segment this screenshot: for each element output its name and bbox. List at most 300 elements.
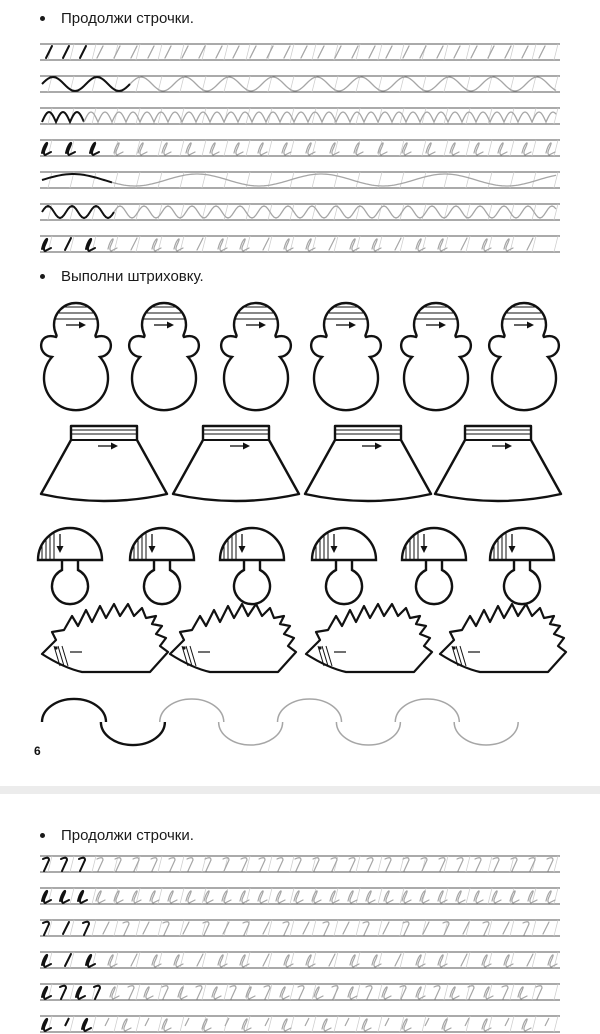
snowman-hatching <box>412 307 460 319</box>
hatch-arrow-head-icon <box>439 322 446 329</box>
hedgehog-outline <box>42 604 168 672</box>
skirt <box>305 426 431 501</box>
slant-guide <box>180 1016 184 1032</box>
snowman-hatching <box>140 307 188 319</box>
slash-stroke <box>143 922 149 934</box>
slant-guide <box>114 172 118 188</box>
slant-guide <box>356 172 360 188</box>
loop-stroke <box>378 143 387 155</box>
hatch-arrow-head-icon <box>79 322 86 329</box>
slant-guide <box>488 140 492 156</box>
slant-guide <box>356 920 360 936</box>
slash-stroke <box>383 922 389 934</box>
slant-guide <box>202 108 206 124</box>
loop-stroke <box>546 143 555 155</box>
hatch-arrow-head-icon <box>375 443 382 450</box>
slant-guide <box>378 888 382 904</box>
loop-stroke <box>204 891 213 903</box>
slant-guide <box>554 108 558 124</box>
slant-guide <box>290 1016 294 1032</box>
slant-guide <box>136 984 140 1000</box>
hook-stroke <box>97 858 103 871</box>
heading-hatching-text: Выполни штриховку. <box>61 268 204 285</box>
slant-guide <box>488 888 492 904</box>
hook-stroke <box>61 858 67 871</box>
slant-guide <box>158 856 162 872</box>
skirt <box>435 426 561 501</box>
hook-stroke <box>128 986 134 999</box>
slash-stroke <box>263 922 269 934</box>
loop-stroke <box>168 891 177 903</box>
slant-guide <box>180 140 184 156</box>
hump-sample <box>42 112 84 122</box>
slash-stroke <box>305 1018 309 1026</box>
hook-stroke <box>259 858 265 871</box>
loop-stroke <box>384 891 393 903</box>
hatch-arrow-head-icon <box>527 322 534 329</box>
slash-stroke <box>395 954 401 966</box>
slant-guide <box>466 44 470 60</box>
slash-stroke <box>395 238 401 250</box>
snowman <box>221 303 291 410</box>
loop-stroke <box>258 891 267 903</box>
snowman <box>489 303 559 410</box>
loop-stroke <box>282 1019 291 1031</box>
loop-stroke <box>442 1019 451 1031</box>
slash-stroke <box>103 922 109 934</box>
hook-stroke <box>43 922 49 935</box>
slant-guide <box>70 856 74 872</box>
slant-guide <box>224 44 228 60</box>
slant-guide <box>268 888 272 904</box>
loop-stroke <box>258 143 267 155</box>
slant-guide <box>180 888 184 904</box>
loop-stroke <box>402 143 411 155</box>
slant-guide <box>444 984 448 1000</box>
slant-guide <box>466 172 470 188</box>
arc-stroke <box>160 699 224 722</box>
slant-guide <box>246 44 250 60</box>
slash-stroke <box>97 46 103 58</box>
heading-hatching <box>40 268 204 285</box>
slash-stroke <box>65 954 71 966</box>
snowman-hatching <box>52 307 100 319</box>
slant-guide <box>356 1016 360 1032</box>
hatch-arrow-head-icon <box>57 546 64 553</box>
slash-stroke <box>545 1018 549 1026</box>
loop-stroke <box>348 891 357 903</box>
slant-guide <box>532 140 536 156</box>
slash-stroke <box>263 238 269 250</box>
wave-long-sample <box>42 174 112 182</box>
hook-stroke <box>169 858 175 871</box>
slant-guide <box>158 140 162 156</box>
hatch-arrow-head-icon <box>111 443 118 450</box>
hedgehog-eye <box>182 646 185 649</box>
loop-stroke <box>314 987 323 999</box>
hatch-arrow-head-icon <box>349 322 356 329</box>
hook-stroke <box>295 858 301 871</box>
slant-guide <box>312 1016 316 1032</box>
mushroom-stem <box>416 560 452 604</box>
mushroom-cap <box>38 528 102 560</box>
loop-stroke <box>114 143 123 155</box>
slant-guide <box>378 44 382 60</box>
skirt <box>41 426 167 501</box>
hook-stroke <box>403 922 409 935</box>
hook-stroke <box>502 986 508 999</box>
slant-guide <box>554 984 558 1000</box>
row-wave-small-2 <box>42 206 556 218</box>
slash-stroke <box>505 46 511 58</box>
arc-stroke <box>101 722 165 745</box>
slant-guide <box>158 44 162 60</box>
slash-stroke <box>386 46 392 58</box>
slant-guide <box>312 920 316 936</box>
bullet-icon <box>40 274 45 279</box>
slant-guide <box>554 888 558 904</box>
slant-guide <box>290 920 294 936</box>
slash-stroke <box>437 46 443 58</box>
slant-guide <box>466 108 470 124</box>
slant-guide <box>158 108 162 124</box>
slash-stroke <box>265 1018 269 1026</box>
slant-guide <box>532 920 536 936</box>
mushrooms-row <box>38 528 554 604</box>
row-wave-long <box>42 174 556 186</box>
slash-stroke <box>345 1018 349 1026</box>
loop-stroke <box>138 143 147 155</box>
hook-stroke <box>439 858 445 871</box>
mushroom <box>490 528 554 604</box>
loop-stroke <box>518 987 527 999</box>
slant-guide <box>92 172 96 188</box>
hook-stroke <box>349 858 355 871</box>
slant-guide <box>510 920 514 936</box>
mushroom <box>402 528 466 604</box>
hatch-arrow-head-icon <box>243 443 250 450</box>
loop-stroke <box>76 987 85 999</box>
heading-continue-lines-2 <box>40 827 194 844</box>
slash-stroke <box>284 46 290 58</box>
loop-stroke <box>90 143 99 155</box>
arc-stroke <box>278 699 342 722</box>
hatch-arrow-head-icon <box>167 322 174 329</box>
slant-guide <box>356 888 360 904</box>
slant-guide <box>290 140 294 156</box>
slash-stroke <box>223 922 229 934</box>
slant-guide <box>114 1016 118 1032</box>
mushroom-stem <box>326 560 362 604</box>
mushroom <box>130 528 194 604</box>
workbook-page-7 <box>0 794 600 1034</box>
loop-stroke <box>280 987 289 999</box>
slash-stroke <box>527 238 533 250</box>
mushroom-stem <box>504 560 540 604</box>
hook-stroke <box>205 858 211 871</box>
slash-stroke <box>461 954 467 966</box>
slash-stroke <box>369 46 375 58</box>
hook-stroke <box>366 986 372 999</box>
hook-stroke <box>483 922 489 935</box>
hedgehog <box>306 604 432 672</box>
hook-stroke <box>385 858 391 871</box>
slant-guide <box>158 1016 162 1032</box>
page-number: 6 <box>34 744 41 758</box>
slant-guide <box>444 44 448 60</box>
hatch-arrow-head-icon <box>421 546 428 553</box>
slant-guide <box>466 140 470 156</box>
slant-guide <box>510 984 514 1000</box>
slant-guide <box>378 920 382 936</box>
hedgehog-outline <box>440 604 566 672</box>
slant-guide <box>312 44 316 60</box>
arc-chain-row <box>42 699 518 745</box>
slash-stroke <box>65 1018 69 1026</box>
slash-stroke <box>183 922 189 934</box>
arc-stroke <box>454 722 518 745</box>
slant-guide <box>48 172 52 188</box>
slant-guide <box>224 984 228 1000</box>
slant-guide <box>532 984 536 1000</box>
hatch-arrow-head-icon <box>259 322 266 329</box>
slash-stroke <box>63 922 69 934</box>
loop-stroke <box>348 987 357 999</box>
slash-stroke <box>131 46 137 58</box>
hump-trace <box>84 112 556 122</box>
slant-guide <box>48 108 52 124</box>
loop-stroke <box>522 143 531 155</box>
loop-stroke <box>114 891 123 903</box>
hook-stroke <box>196 986 202 999</box>
slash-stroke <box>471 46 477 58</box>
slant-guide <box>532 1016 536 1032</box>
loop-stroke <box>202 1019 211 1031</box>
snowman-hatching <box>500 307 548 319</box>
slant-guide <box>136 1016 140 1032</box>
loop-stroke <box>282 143 291 155</box>
mushroom-stem <box>144 560 180 604</box>
loop-stroke <box>276 891 285 903</box>
slant-guide <box>400 172 404 188</box>
slash-stroke <box>329 954 335 966</box>
hook-stroke <box>60 986 66 999</box>
slash-stroke <box>197 238 203 250</box>
slant-guide <box>70 1016 74 1032</box>
slash-stroke <box>145 1018 149 1026</box>
slant-guide <box>70 888 74 904</box>
slash-stroke <box>385 1018 389 1026</box>
hedgehog-outline <box>170 604 296 672</box>
wave-long-trace <box>112 174 556 186</box>
slant-guide <box>422 172 426 188</box>
slash-stroke <box>80 46 86 58</box>
slash-stroke <box>105 1018 109 1026</box>
loop-stroke <box>456 891 465 903</box>
hedgehog-eye <box>318 646 321 649</box>
hook-stroke <box>475 858 481 871</box>
mushroom-stem <box>52 560 88 604</box>
loop-stroke <box>60 891 69 903</box>
loop-stroke <box>212 987 221 999</box>
loop-stroke <box>150 891 159 903</box>
slant-guide <box>202 140 206 156</box>
slant-guide <box>334 920 338 936</box>
mushroom-cap <box>130 528 194 560</box>
slash-stroke <box>233 46 239 58</box>
loop-stroke <box>382 987 391 999</box>
loop-stroke <box>402 1019 411 1031</box>
loop-stroke <box>162 1019 171 1031</box>
slash-stroke <box>148 46 154 58</box>
snowman <box>129 303 199 410</box>
loop-stroke <box>474 891 483 903</box>
slant-guide <box>356 856 360 872</box>
slant-guide <box>70 984 74 1000</box>
slash-stroke <box>505 1018 509 1026</box>
hatch-arrow-head-icon <box>509 546 516 553</box>
hedgehog <box>170 604 296 672</box>
loop-stroke <box>234 143 243 155</box>
arc-stroke <box>219 722 283 745</box>
hook-stroke <box>434 986 440 999</box>
hatch-arrow-head-icon <box>239 546 246 553</box>
loop-stroke <box>210 143 219 155</box>
hook-stroke <box>457 858 463 871</box>
slant-guide <box>510 1016 514 1032</box>
slash-stroke <box>65 238 71 250</box>
loop-stroke <box>78 891 87 903</box>
skirt-outline <box>435 426 561 501</box>
loop-stroke <box>450 143 459 155</box>
row-loop-strokes <box>42 143 555 155</box>
slash-stroke <box>329 238 335 250</box>
hedgehog-eye <box>452 646 455 649</box>
slash-stroke <box>185 1018 189 1026</box>
hook-stroke <box>523 922 529 935</box>
hook-stroke <box>241 858 247 871</box>
slash-stroke <box>403 46 409 58</box>
loop-stroke <box>96 891 105 903</box>
slash-stroke <box>301 46 307 58</box>
hook-stroke <box>123 922 129 935</box>
slant-guide <box>92 1016 96 1032</box>
slant-guide <box>356 984 360 1000</box>
hook-stroke <box>79 858 85 871</box>
slash-stroke <box>63 46 69 58</box>
loop-stroke <box>322 1019 331 1031</box>
hedgehog <box>440 604 566 672</box>
loop-stroke <box>362 1019 371 1031</box>
hook-stroke <box>277 858 283 871</box>
slant-guide <box>202 984 206 1000</box>
hook-stroke <box>547 858 553 871</box>
slant-guide <box>268 140 272 156</box>
hook-stroke <box>162 986 168 999</box>
slant-guide <box>92 888 96 904</box>
loop-stroke <box>246 987 255 999</box>
slash-stroke <box>543 922 549 934</box>
mushroom-cap <box>220 528 284 560</box>
hook-stroke <box>151 858 157 871</box>
slant-guide <box>246 140 250 156</box>
hedgehog <box>42 604 168 672</box>
slash-stroke <box>267 46 273 58</box>
slant-guide <box>290 888 294 904</box>
skirt-outline <box>41 426 167 501</box>
loop-stroke <box>426 143 435 155</box>
wave-big-trace <box>130 77 556 91</box>
hook-stroke <box>363 922 369 935</box>
snowmen-row <box>41 303 559 410</box>
hook-stroke <box>163 922 169 935</box>
row-wave-big <box>42 77 556 91</box>
slant-guide <box>70 44 74 60</box>
hook-stroke <box>187 858 193 871</box>
mushroom <box>220 528 284 604</box>
skirt-outline <box>173 426 299 501</box>
slant-guide <box>70 920 74 936</box>
slant-guide <box>92 44 96 60</box>
slant-guide <box>92 920 96 936</box>
loop-stroke <box>162 143 171 155</box>
snowman-hatching <box>322 307 370 319</box>
slant-guide <box>92 856 96 872</box>
hatch-arrow-head-icon <box>331 546 338 553</box>
slash-stroke <box>539 46 545 58</box>
hook-stroke <box>230 986 236 999</box>
slant-guide <box>532 172 536 188</box>
slant-guide <box>378 984 382 1000</box>
hook-stroke <box>43 858 49 871</box>
loop-stroke <box>122 1019 131 1031</box>
snowman-hatching <box>232 307 280 319</box>
loop-stroke <box>294 891 303 903</box>
loop-stroke <box>222 891 231 903</box>
slant-guide <box>290 856 294 872</box>
slant-guide <box>422 140 426 156</box>
snowman <box>311 303 381 410</box>
slant-guide <box>488 856 492 872</box>
snowman <box>41 303 111 410</box>
hatch-arrow-head-icon <box>149 546 156 553</box>
slant-guide <box>356 108 360 124</box>
mushroom <box>312 528 376 604</box>
page2-stroke-rows <box>42 858 557 1031</box>
loop-stroke <box>498 143 507 155</box>
hook-stroke <box>323 922 329 935</box>
arc-stroke <box>336 722 400 745</box>
slash-stroke <box>461 238 467 250</box>
loop-stroke <box>178 987 187 999</box>
slant-guide <box>158 888 162 904</box>
loop-stroke <box>522 1019 531 1031</box>
slant-guide <box>334 1016 338 1032</box>
slant-guide <box>158 172 162 188</box>
slant-guide <box>510 140 514 156</box>
slant-guide <box>554 920 558 936</box>
slant-guide <box>554 1016 558 1032</box>
row-wave-small <box>42 112 556 122</box>
handwriting-ruling-2 <box>40 856 560 1032</box>
slant-guide <box>290 44 294 60</box>
bullet-icon <box>40 833 45 838</box>
slant-guide <box>268 856 272 872</box>
arc-stroke <box>395 699 459 722</box>
slant-guide <box>180 856 184 872</box>
skirt-outline <box>305 426 431 501</box>
loop-stroke <box>312 891 321 903</box>
